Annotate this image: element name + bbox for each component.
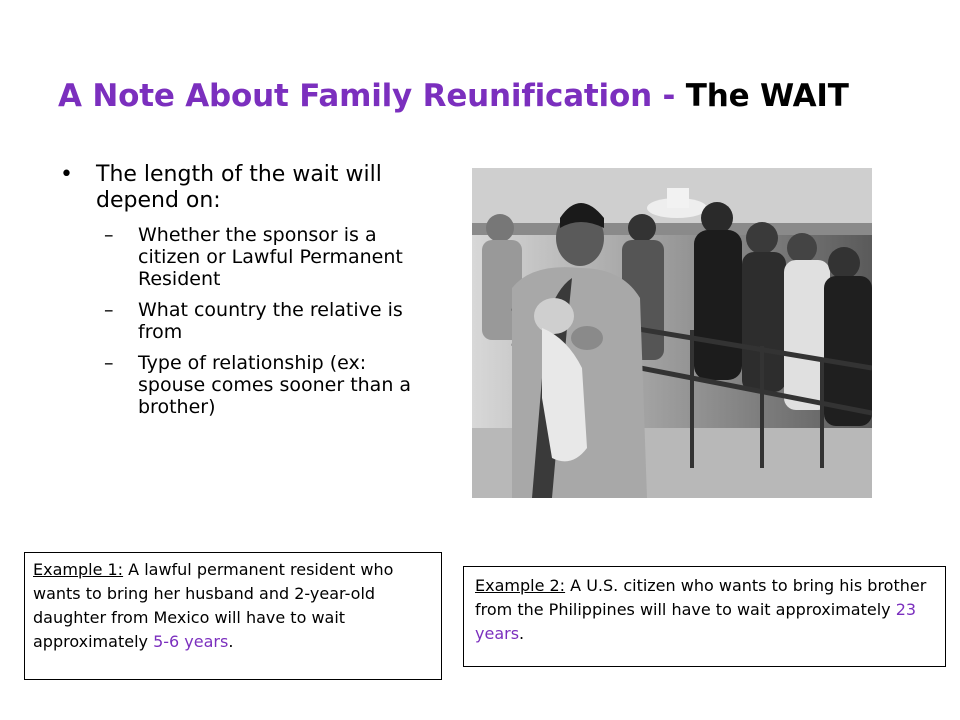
sub-bullet-text: Type of relationship (ex: spouse comes sooner than a brother) (138, 352, 412, 418)
sub-bullet (104, 299, 440, 343)
sub-bullet-dash: – (104, 299, 114, 321)
example-1-label: Example 1: (33, 560, 124, 579)
sub-bullet-text: What country the relative is from (138, 299, 403, 343)
example-1-highlight: 5-6 years (153, 632, 229, 651)
example-2-box (463, 566, 946, 667)
bullet-list (60, 162, 440, 427)
example-2-end: . (519, 624, 525, 643)
photo-people-waiting-in-line (472, 168, 872, 498)
bullet-main-text: The length of the wait will depend on: (96, 162, 382, 213)
example-2-highlight: 23 years (475, 600, 917, 643)
title-dark-part: The WAIT (685, 78, 849, 114)
example-1-box (24, 552, 442, 680)
example-2-text: A U.S. citizen who wants to bring his brother from the Philippines will have to wait approximately (475, 576, 927, 619)
sub-bullet-list (104, 224, 440, 418)
sub-bullet-dash: – (104, 224, 114, 246)
sub-bullet-dash: – (104, 352, 114, 374)
sub-bullet (104, 352, 440, 418)
sub-bullet (104, 224, 440, 290)
bullet-main (60, 162, 440, 214)
slide-title (58, 78, 938, 114)
bullet-dot: • (60, 162, 73, 187)
photo-illustration (472, 168, 872, 498)
example-1-text: A lawful permanent resident who wants to bring her husband and 2-year-old daughter from Mexico will have to wait approximately (33, 560, 394, 651)
example-1-end: . (228, 632, 234, 651)
title-accent-part: A Note About Family Reunification - (58, 78, 686, 114)
sub-bullet-text: Whether the sponsor is a citizen or Lawful Permanent Resident (138, 224, 403, 290)
example-2-label: Example 2: (475, 576, 566, 595)
